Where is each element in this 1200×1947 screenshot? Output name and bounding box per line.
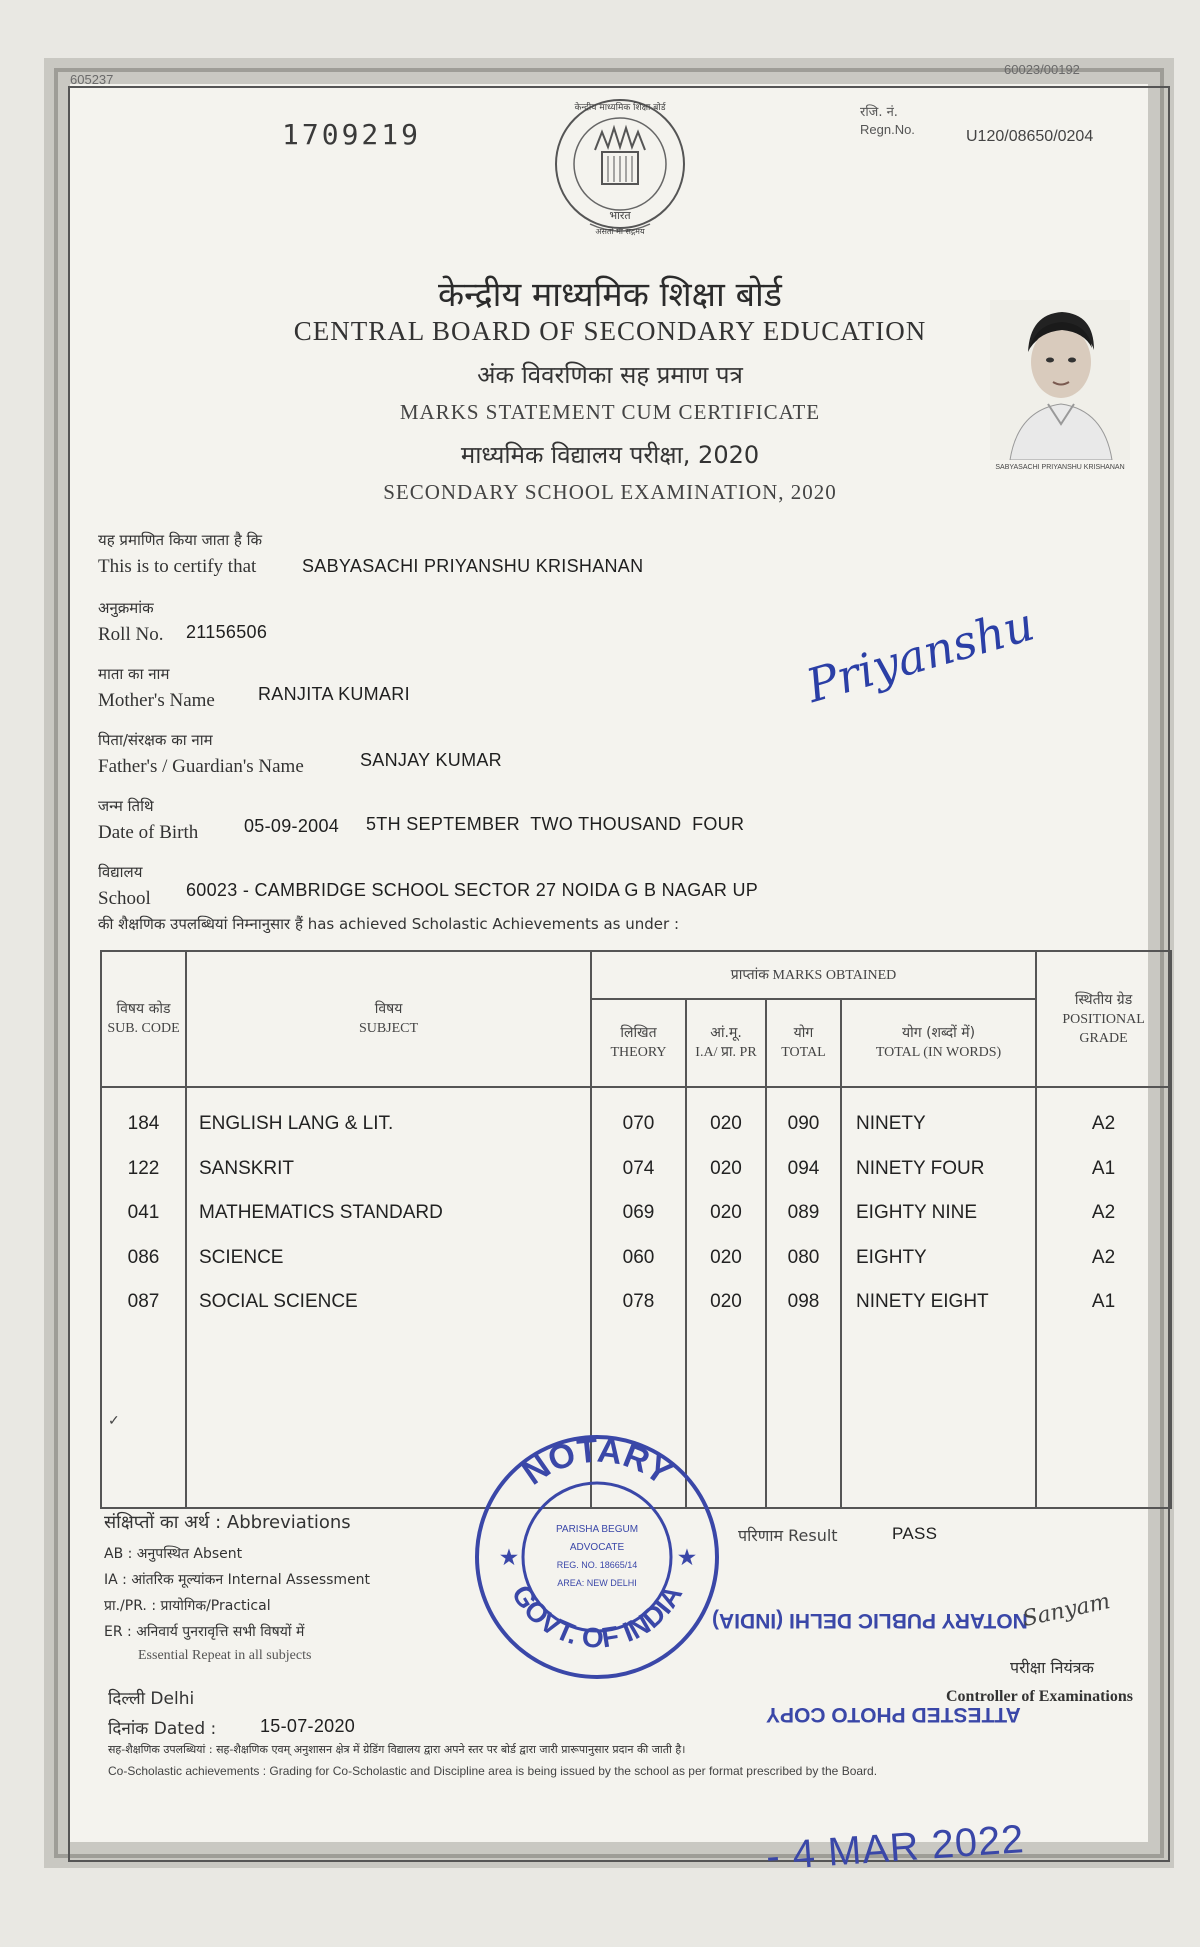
notary-mirror-text: NOTARY PUBLIC DELHI (INDIA) <box>712 1609 1028 1632</box>
footer-line-en: Co-Scholastic achievements : Grading for Co-Scholastic and Discipline area is being issued by the school as per format prescribed by the Board. <box>108 1764 878 1778</box>
date-stamp: - 4 MAR 2022 <box>764 1817 1026 1879</box>
total-words: EIGHTY NINE <box>856 1202 978 1223</box>
marks-table <box>100 950 1172 1509</box>
certify-label-en: This is to certify that <box>98 556 257 577</box>
mother-name: RANJITA KUMARI <box>258 684 410 704</box>
regn-label-en: Regn.No. <box>860 122 915 137</box>
stamp-line: PARISHA BEGUM <box>555 1524 639 1535</box>
theory-marks: 060 <box>622 1246 655 1268</box>
header-subject <box>186 951 591 1087</box>
header-subject-en: SUBJECT <box>358 1021 419 1036</box>
subject-name: ENGLISH LANG & LIT. <box>199 1113 394 1134</box>
total-marks: 089 <box>787 1202 820 1223</box>
header-theory-hi: लिखित <box>620 1025 657 1041</box>
controller-signature: Sanyam <box>1020 1589 1113 1632</box>
abbr-item: प्रा./PR. : प्रायोगिक/Practical <box>104 1598 271 1614</box>
dob-label-en: Date of Birth <box>98 822 199 843</box>
stamp-line: ADVOCATE <box>569 1542 625 1553</box>
header-sub-code-hi: विषय कोड <box>116 1001 171 1017</box>
result-value: PASS <box>892 1524 938 1543</box>
total-words: EIGHTY <box>856 1246 927 1268</box>
dated-label: दिनांक Dated : <box>108 1719 217 1739</box>
total-words: NINETY <box>856 1113 926 1134</box>
seal-text-bharat: भारत <box>609 209 631 222</box>
header-grade-hi: स्थितीय ग्रेड <box>1074 991 1133 1008</box>
stamp-line: REG. NO. 18665/14 <box>556 1560 638 1570</box>
abbr-item: IA : आंतरिक मूल्यांकन Internal Assessment <box>104 1572 371 1588</box>
notary-stamp <box>472 1432 722 1682</box>
positional-grade: A2 <box>1091 1246 1116 1268</box>
regn-label-hi: रजि. नं. <box>860 105 898 120</box>
regn-number: U120/08650/0204 <box>966 128 1094 145</box>
subject-name: SOCIAL SCIENCE <box>199 1291 358 1312</box>
header-total-words <box>841 999 1036 1087</box>
subject-name: SCIENCE <box>199 1246 284 1268</box>
dated-value: 15-07-2020 <box>260 1716 356 1736</box>
subject-name: MATHEMATICS STANDARD <box>199 1202 443 1223</box>
stamp-star-left: ★ <box>500 1547 518 1569</box>
total-marks: 098 <box>787 1291 820 1312</box>
regn-label <box>860 104 915 138</box>
roll-label-hi: अनुक्रमांक <box>98 599 154 617</box>
header-sub-code <box>101 951 186 1087</box>
student-photo <box>990 300 1130 470</box>
school-label-en: School <box>98 888 151 909</box>
mother-label-hi: माता का नाम <box>98 665 170 683</box>
father-label-en: Father's / Guardian's Name <box>98 756 304 777</box>
ia-marks: 020 <box>710 1157 742 1179</box>
header-total-en: TOTAL <box>781 1045 826 1060</box>
abbr-item: AB : अनुपस्थित Absent <box>104 1546 243 1562</box>
corner-id-left: 605237 <box>70 72 114 87</box>
place: दिल्ली Delhi <box>108 1689 195 1709</box>
header-marks-hi: प्राप्तांक <box>730 966 770 983</box>
column-grade <box>1036 1087 1171 1508</box>
student-signature: Priyanshu <box>800 596 1040 713</box>
positional-grade: A2 <box>1091 1113 1116 1134</box>
stray-mark: ✓ <box>108 1414 120 1429</box>
total-words: NINETY FOUR <box>856 1157 985 1179</box>
abbr-item: ER : अनिवार्य पुनरावृत्ति सभी विषयों में <box>104 1624 305 1640</box>
footer-line-hi: सह-शैक्षणिक उपलब्धियां : सह-शैक्षणिक एवम् अनुशासन क्षेत्र में ग्रेडिंग विद्यालय द्वारा अपने स्तर पर बोर्ड द्वारा जारी प्रारूपानुसार प्रदान की जाती है। <box>108 1743 686 1756</box>
header-words-hi: योग (शब्दों में) <box>901 1025 976 1041</box>
cbse-seal <box>550 92 690 242</box>
positional-grade: A1 <box>1091 1157 1116 1179</box>
mother-label-en: Mother's Name <box>98 690 215 711</box>
header-theory-en: THEORY <box>610 1045 667 1060</box>
father-name: SANJAY KUMAR <box>360 750 502 770</box>
ia-marks: 020 <box>710 1291 742 1312</box>
header-sub-code-en: SUB. CODE <box>107 1021 180 1036</box>
doc-title-en: MARKS STATEMENT CUM CERTIFICATE <box>399 400 821 424</box>
doc-title-hi: अंक विवरणिका सह प्रमाण पत्र <box>477 361 743 389</box>
father-label-hi: पिता/संरक्षक का नाम <box>98 731 213 749</box>
positional-grade: A2 <box>1091 1202 1116 1223</box>
ia-marks: 020 <box>710 1202 742 1223</box>
seal-text-top: केन्द्रीय माध्यमिक शिक्षा बोर्ड <box>574 103 666 113</box>
ia-marks: 020 <box>710 1246 742 1268</box>
theory-marks: 069 <box>622 1202 655 1223</box>
total-marks: 080 <box>787 1246 820 1268</box>
stamp-bottom-text: GOVT. OF INDIA <box>505 1579 689 1654</box>
theory-marks: 074 <box>622 1157 655 1179</box>
dob-label-hi: जन्म तिथि <box>98 797 154 815</box>
header-total <box>766 999 841 1087</box>
controller-label-hi: परीक्षा नियंत्रक <box>1010 1658 1094 1677</box>
student-photo-icon <box>990 300 1130 460</box>
header-subject-hi: विषय <box>374 1001 403 1017</box>
dob-value: 05-09-2004 <box>244 816 340 836</box>
stamp-star-right: ★ <box>678 1547 696 1569</box>
result-label: परिणाम Result <box>738 1526 838 1545</box>
total-words: NINETY EIGHT <box>856 1291 989 1312</box>
board-title-en: CENTRAL BOARD OF SECONDARY EDUCATION <box>293 316 927 346</box>
header-ia-hi: आं.मू. <box>710 1025 742 1041</box>
header-marks-obtained <box>591 951 1036 999</box>
roll-number: 21156506 <box>186 622 268 642</box>
dob-in-words: 5TH SEPTEMBER TWO THOUSAND FOUR <box>366 814 745 834</box>
stamp-top-text: NOTARY <box>515 1432 679 1493</box>
corner-id-right: 60023/00192 <box>1004 62 1080 77</box>
theory-marks: 070 <box>622 1113 655 1134</box>
theory-marks: 078 <box>622 1291 655 1312</box>
subject-name: SANSKRIT <box>199 1157 295 1179</box>
seal-motto: असतो मा सद्गमय <box>595 227 645 236</box>
photo-caption: SABYASACHI PRIYANSHU KRISHANAN <box>995 464 1125 471</box>
school-value: 60023 - CAMBRIDGE SCHOOL SECTOR 27 NOIDA G B NAGAR UP <box>186 880 759 900</box>
total-marks: 090 <box>787 1113 820 1134</box>
attested-photo-copy: ATTESTED PHOTO COPY <box>766 1703 1021 1726</box>
header-ia-en: I.A/ प्रा. PR <box>695 1045 757 1060</box>
header-ia <box>686 999 766 1087</box>
abbr-item: Essential Repeat in all subjects <box>138 1648 312 1663</box>
column-sub-code <box>101 1087 186 1508</box>
header-grade-en: POSITIONAL GRADE <box>1062 1011 1145 1046</box>
header-total-hi: योग <box>793 1025 814 1041</box>
sub-code: 122 <box>127 1157 160 1179</box>
header-theory <box>591 999 686 1087</box>
sub-code: 086 <box>127 1246 160 1268</box>
board-title-hi: केन्द्रीय माध्यमिक शिक्षा बोर्ड <box>437 275 783 315</box>
total-marks: 094 <box>787 1157 820 1179</box>
sub-code: 087 <box>127 1291 160 1312</box>
roll-label-en: Roll No. <box>98 624 164 645</box>
school-label-hi: विद्यालय <box>98 863 143 881</box>
column-total <box>766 1087 841 1508</box>
header-words-en: TOTAL (IN WORDS) <box>875 1045 1002 1060</box>
ia-marks: 020 <box>710 1113 742 1134</box>
student-name: SABYASACHI PRIYANSHU KRISHANAN <box>302 556 644 576</box>
notary-stamp-icon <box>472 1432 722 1682</box>
header-grade <box>1036 951 1171 1087</box>
achieved-line: की शैक्षणिक उपलब्धियां निम्नानुसार हैं has achieved Scholastic Achievements as under : <box>98 915 679 933</box>
positional-grade: A1 <box>1091 1291 1116 1312</box>
sub-code: 041 <box>127 1202 160 1223</box>
serial-number: 1709219 <box>282 118 422 151</box>
exam-title-hi: माध्यमिक विद्यालय परीक्षा, 2020 <box>460 441 760 469</box>
svg-text:GOVT. OF INDIA <box>506 1580 688 1654</box>
sub-code: 184 <box>127 1113 160 1134</box>
stamp-line: AREA: NEW DELHI <box>557 1578 637 1588</box>
column-total-words <box>841 1087 1036 1508</box>
exam-title-en: SECONDARY SCHOOL EXAMINATION, 2020 <box>383 480 837 504</box>
controller-label-en: Controller of Examinations <box>946 1688 1133 1705</box>
abbreviations-title: संक्षिप्तों का अर्थ : Abbreviations <box>104 1512 351 1533</box>
certify-label-hi: यह प्रमाणित किया जाता है कि <box>98 531 262 549</box>
header-marks-en: MARKS OBTAINED <box>772 967 897 983</box>
